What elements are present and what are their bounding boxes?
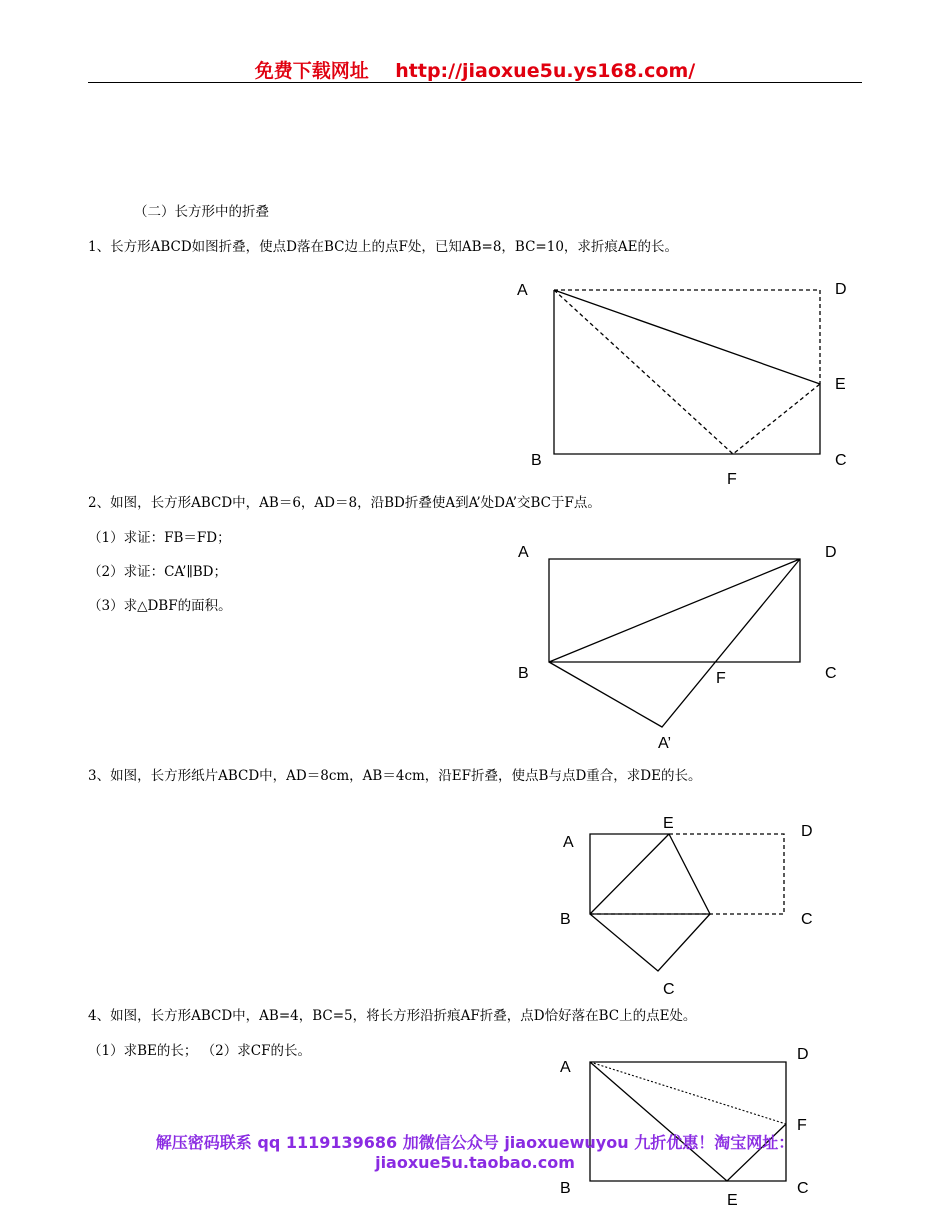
header-link[interactable]: 免费下载网址 http://jiaoxue5u.ys168.com/ <box>254 60 696 82</box>
fig4-label-c: C <box>797 1180 809 1197</box>
footer-link[interactable]: jiaoxue5u.taobao.com <box>375 1153 575 1172</box>
figure-2 <box>518 544 837 752</box>
figure-1 <box>517 281 847 488</box>
fig2-label-a: A <box>518 544 529 561</box>
problem-1-text: 1、长方形ABCD如图折叠，使点D落在BC边上的点F处，已知AB=8，BC=10，求折痕AE的长。 <box>88 239 679 255</box>
footer-line-1: 解压密码联系 qq 1119139686 加微信公众号 jiaoxuewuyou 九折优惠！淘宝网址： <box>155 1133 795 1152</box>
fig2-label-b: B <box>518 665 529 682</box>
fig1-label-a: A <box>517 282 528 299</box>
problem-4-text: 4、如图，长方形ABCD中，AB=4，BC=5，将长方形沿折痕AF折叠，点D恰好落在BC上的点E处。 <box>88 1008 697 1024</box>
fig1-label-b: B <box>531 452 542 469</box>
problem-2-sub-3: （3）求△DBF的面积。 <box>88 598 232 614</box>
section-title: （二）长方形中的折叠 <box>134 204 269 220</box>
fig1-label-d: D <box>835 281 847 298</box>
problem-2-sub-1: （1）求证：FB＝FD； <box>88 530 231 546</box>
fig4-dotted-crease <box>590 1062 786 1124</box>
problem-4-sub: （1）求BE的长； （2）求CF的长。 <box>88 1043 311 1059</box>
fig1-label-c: C <box>835 452 847 469</box>
fig2-label-c: C <box>825 665 837 682</box>
fig4-label-d: D <box>797 1046 809 1063</box>
fig2-label-f: F <box>716 670 726 687</box>
problem-3-text: 3、如图，长方形纸片ABCD中，AD＝8cm，AB＝4cm，沿EF折叠，使点B与点D重合，求DE的长。 <box>88 768 702 784</box>
fig1-label-e: E <box>835 376 846 393</box>
fig3-label-e: E <box>663 815 674 832</box>
fig2-label-d: D <box>825 544 837 561</box>
figure-3 <box>560 815 813 998</box>
fig3-label-c1: C <box>801 911 813 928</box>
fig3-solid-lines <box>590 834 710 971</box>
fig1-label-f: F <box>727 471 737 488</box>
fig3-label-a: A <box>563 834 574 851</box>
fig3-dashed-lines <box>590 834 784 914</box>
fig4-label-e: E <box>727 1192 738 1209</box>
problem-2-text: 2、如图，长方形ABCD中，AB＝6，AD＝8，沿BD折叠使A到A’处DA’交BC于F点。 <box>88 495 601 511</box>
fig4-label-a: A <box>560 1059 571 1076</box>
figure-4 <box>560 1046 809 1209</box>
fig2-lines <box>549 559 800 727</box>
fig4-label-b: B <box>560 1180 571 1197</box>
fig1-dashed-lines <box>554 290 820 454</box>
problem-2-sub-2: （2）求证：CA’∥BD； <box>88 564 227 580</box>
fig3-label-c2: C <box>663 981 675 998</box>
fig3-label-d: D <box>801 823 813 840</box>
fig3-label-b: B <box>560 911 571 928</box>
fig1-solid-lines <box>554 290 820 454</box>
fig4-label-f: F <box>797 1117 807 1134</box>
fig2-label-a-prime: A’ <box>658 735 672 752</box>
